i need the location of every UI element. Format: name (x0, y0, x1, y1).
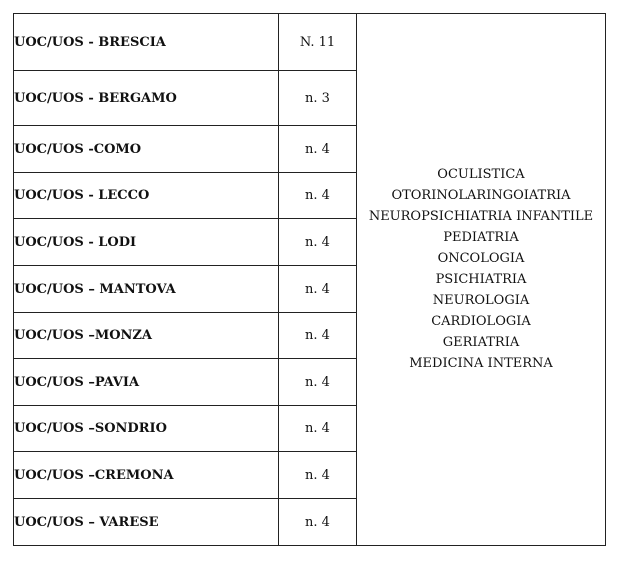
uoc-name-cell: UOC/UOS - BERGAMO (14, 71, 279, 126)
uoc-name-cell: UOC/UOS - LECCO (14, 173, 279, 219)
uoc-count-cell: n. 4 (279, 359, 357, 406)
uoc-name-cell: UOC/UOS - BRESCIA (14, 14, 279, 71)
uoc-name-cell: UOC/UOS – VARESE (14, 499, 279, 546)
specialties-cell (357, 14, 606, 546)
uoc-name-cell: UOC/UOS –CREMONA (14, 452, 279, 499)
specialty-item: NEUROLOGIA (432, 292, 530, 308)
specialty-item: ONCOLOGIA (437, 250, 525, 266)
uoc-count-cell: n. 4 (279, 406, 357, 452)
uoc-count-cell: n. 4 (279, 266, 357, 313)
uoc-count-cell: n. 4 (279, 499, 357, 546)
table-row (14, 14, 606, 71)
specialty-item: CARDIOLOGIA (431, 313, 531, 329)
uoc-name-cell: UOC/UOS –MONZA (14, 313, 279, 359)
uoc-table (13, 13, 606, 546)
uoc-count-cell: n. 4 (279, 126, 357, 173)
uoc-name-cell: UOC/UOS –SONDRIO (14, 406, 279, 452)
uoc-count-cell: n. 4 (279, 173, 357, 219)
uoc-count-cell: N. 11 (279, 14, 357, 71)
uoc-name-cell: UOC/UOS - LODI (14, 219, 279, 266)
specialty-item: PEDIATRIA (443, 229, 519, 245)
uoc-name-cell: UOC/UOS – MANTOVA (14, 266, 279, 313)
specialty-item: GERIATRIA (442, 334, 520, 350)
uoc-count-cell: n. 4 (279, 452, 357, 499)
uoc-name-cell: UOC/UOS –PAVIA (14, 359, 279, 406)
specialty-item: NEUROPSICHIATRIA INFANTILE (368, 208, 594, 224)
specialty-item: MEDICINA INTERNA (409, 355, 553, 371)
uoc-name-cell: UOC/UOS -COMO (14, 126, 279, 173)
specialty-item: PSICHIATRIA (435, 271, 527, 287)
uoc-count-cell: n. 3 (279, 71, 357, 126)
specialty-item: OCULISTICA (437, 166, 525, 182)
uoc-count-cell: n. 4 (279, 219, 357, 266)
uoc-count-cell: n. 4 (279, 313, 357, 359)
specialty-item: OTORINOLARINGOIATRIA (391, 187, 571, 203)
